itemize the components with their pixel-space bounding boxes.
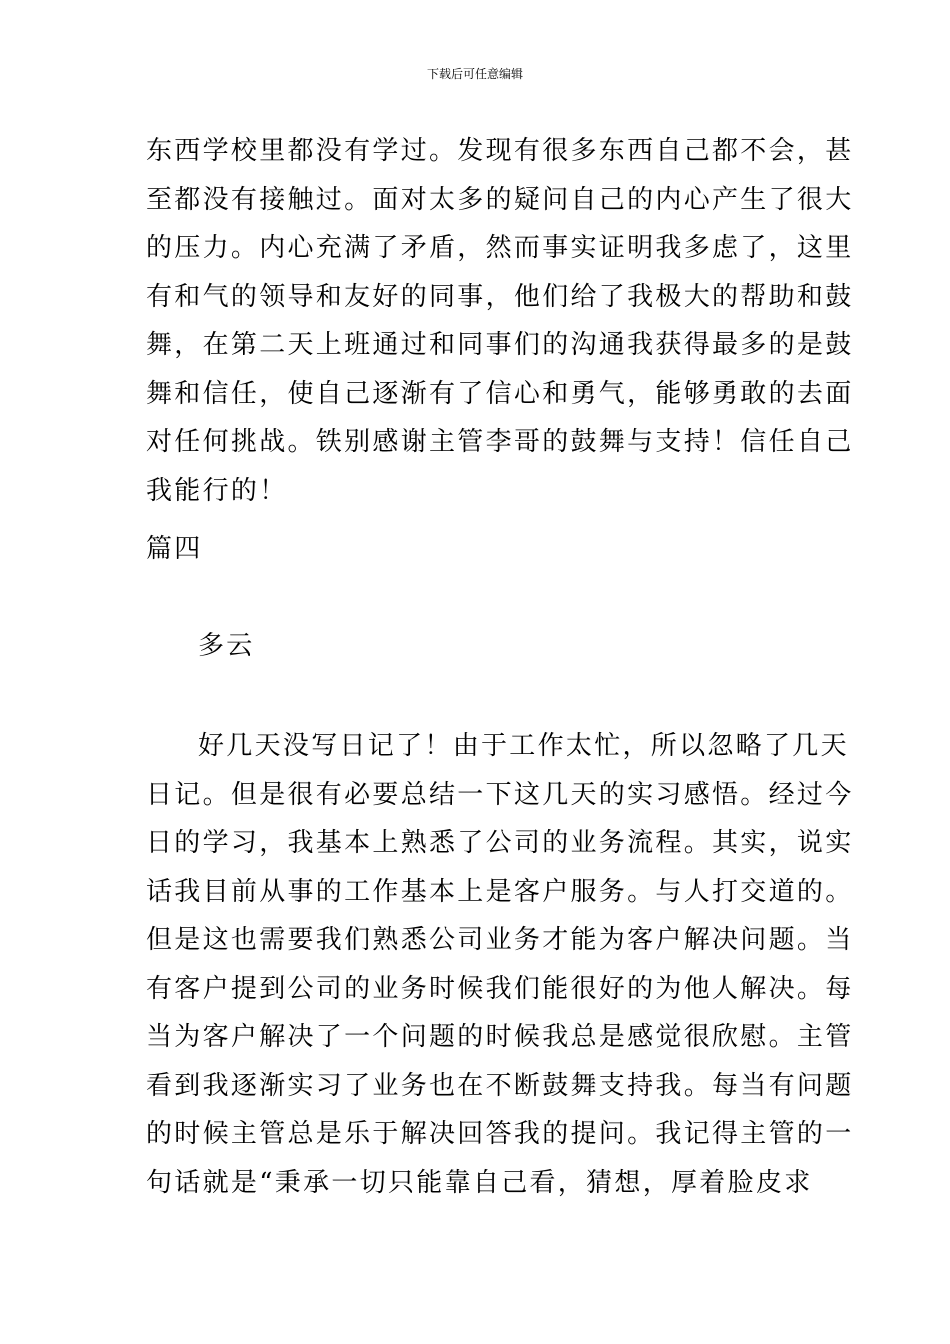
paragraph-line: 日记。但是很有必要总结一下这几天的实习感悟。经过今 — [146, 779, 854, 810]
paragraph-line: 舞，在第二天上班通过和同事们的沟通我获得最多的是鼓 — [146, 330, 854, 360]
paragraph-line: 日的学习，我基本上熟悉了公司的业务流程。其实，说实 — [146, 828, 854, 858]
paragraph-line: 东西学校里都没有学过。发现有很多东西自己都不会，甚 — [146, 136, 854, 166]
paragraph-line: 话我目前从事的工作基本上是客户服务。与人打交道的。 — [146, 876, 854, 907]
page-header-note: 下载后可任意编辑 — [426, 67, 523, 81]
section-title: 篇四 — [146, 534, 203, 564]
paragraph-line: 的压力。内心充满了矛盾，然而事实证明我多虑了，这里 — [146, 233, 854, 263]
paragraph-line: 有和气的领导和友好的同事，他们给了我极大的帮助和鼓 — [146, 281, 854, 312]
weather-label: 多云 — [198, 631, 255, 661]
paragraph-line: 看到我逐渐实习了业务也在不断鼓舞支持我。每当有问题 — [146, 1070, 854, 1101]
paragraph-continued — [146, 127, 854, 515]
paragraph-line: 对任何挑战。铁别感谢主管李哥的鼓舞与支持！信任自己 — [146, 427, 854, 457]
paragraph-line: 句话就是“秉承一切只能靠自己看，猜想，厚着脸皮求 — [146, 1167, 813, 1198]
paragraph-line: 有客户提到公司的业务时候我们能很好的为他人解决。每 — [146, 973, 854, 1004]
paragraph-line: 舞和信任，使自己逐渐有了信心和勇气，能够勇敢的去面 — [146, 378, 854, 409]
paragraph-line: 但是这也需要我们熟悉公司业务才能为客户解决问题。当 — [146, 925, 854, 955]
paragraph-line: 当为客户解决了一个问题的时候我总是感觉很欣慰。主管 — [146, 1022, 854, 1052]
paragraph-line: 的时候主管总是乐于解决回答我的提问。我记得主管的一 — [146, 1119, 854, 1149]
paragraph-line: 我能行的！ — [146, 475, 288, 506]
diary-paragraph — [146, 722, 854, 1207]
paragraph-line: 好几天没写日记了！由于工作太忙，所以忽略了几天 — [198, 731, 849, 761]
paragraph-line: 至都没有接触过。面对太多的疑问自己的内心产生了很大 — [146, 184, 854, 215]
